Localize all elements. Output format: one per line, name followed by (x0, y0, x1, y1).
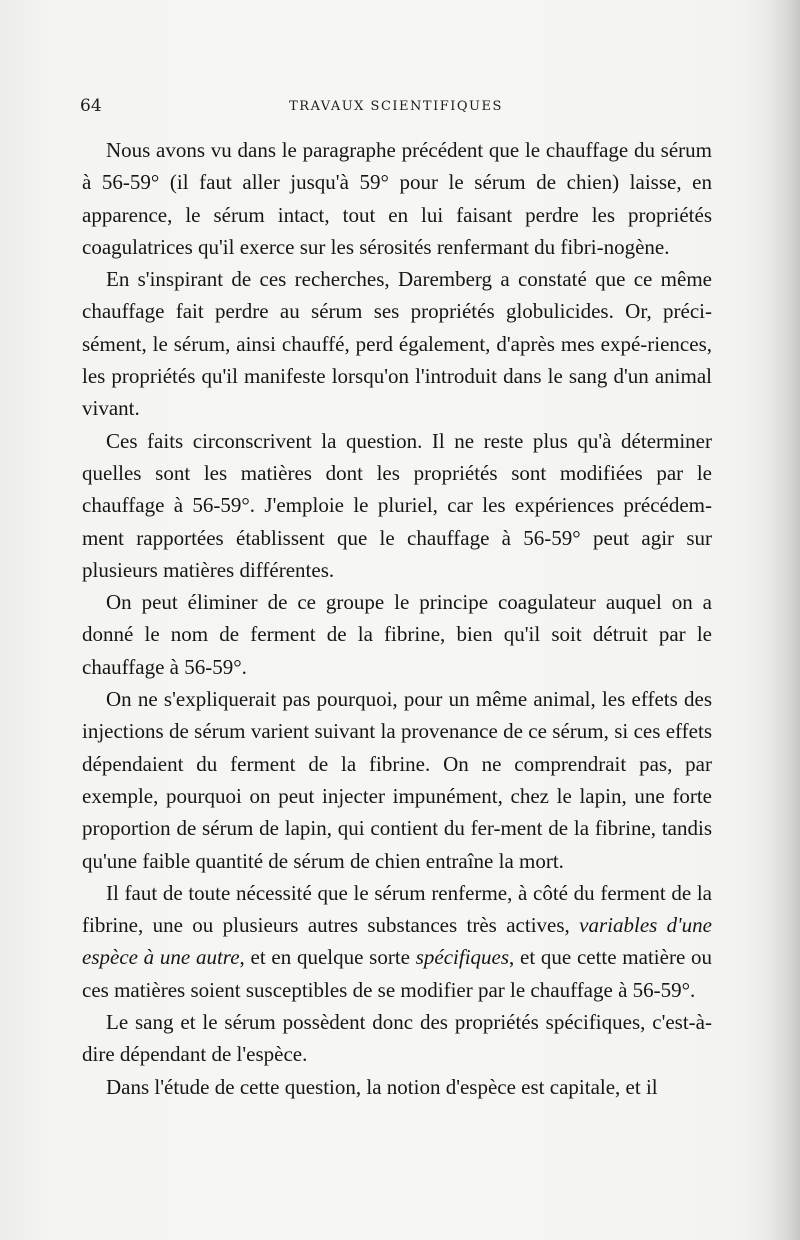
paragraph-6-italic-specifiques: spécifiques (415, 945, 510, 970)
paragraph-6-text-middle: , et en quelque sorte (239, 945, 416, 970)
paragraph-2: En s'inspirant de ces recherches, Daremberg a constaté que ce même chauffage fait perdre au sérum ses propriétés globulicides. Or, préci-sément, le sérum, ainsi chauffé, perd également, d'après mes expé-riences, les propriétés qu'il manifeste lorsqu'on l'introduit dans le sang d'un animal vivant. (82, 267, 712, 421)
paragraph-5: On ne s'expliquerait pas pourquoi, pour un même animal, les effets des injections de sérum varient suivant la provenance de ce sérum, si ces effets dépendaient du ferment de la fibrine. On ne comprendrait pas, par exemple, pourquoi on peut injecter impunément, chez le lapin, une forte proportion de sérum de lapin, qui contient du fer-ment de la fibrine, tandis qu'une faible quantité de sérum de chien entraîne la mort. (82, 687, 712, 873)
running-title: TRAVAUX SCIENTIFIQUES (289, 99, 503, 114)
paragraph-4: On peut éliminer de ce groupe le principe coagulateur auquel on a donné le nom de ferment de la fibrine, bien qu'il soit détruit par le chauffage à 56-59°. (82, 590, 712, 679)
page-number: 64 (80, 96, 102, 116)
paragraph-7: Le sang et le sérum possèdent donc des propriétés spécifiques, c'est-à-dire dépendant de l'espèce. (82, 1010, 712, 1067)
page-edge-shadow (766, 0, 800, 1240)
paragraph-6-italic-variables: variables d'une espèce à une autre (82, 913, 712, 970)
paragraph-6-text-after: , et que cette matière ou ces matières soient susceptibles de se modifier par le chauffage à 56-59°. (82, 945, 713, 1002)
paragraph-1: Nous avons vu dans le paragraphe précédent que le chauffage du sérum à 56-59° (il faut aller jusqu'à 59° pour le sérum de chien) laisse, en apparence, le sérum intact, tout en lui faisant perdre les propriétés coagulatrices qu'il exerce sur les sérosités renfermant du fibri-nogène. (82, 138, 712, 259)
body-text (82, 134, 712, 1103)
paragraph-6 (82, 877, 712, 1006)
paragraph-3: Ces faits circonscrivent la question. Il ne reste plus qu'à déterminer quelles sont les matières dont les propriétés sont modifiées par le chauffage à 56-59°. J'emploie le pluriel, car les expériences précédem-ment rapportées établissent que le chauffage à 56-59° peut agir sur plusieurs matières différentes. (82, 428, 712, 582)
paragraph-6-text-before: Il faut de toute nécessité que le sérum renferme, à côté du ferment de la fibrine, une ou plusieurs autres substances très actives, (82, 880, 712, 938)
paragraph-8: Dans l'étude de cette question, la notion d'espèce est capitale, et il (106, 1074, 658, 1099)
running-header (80, 96, 712, 120)
